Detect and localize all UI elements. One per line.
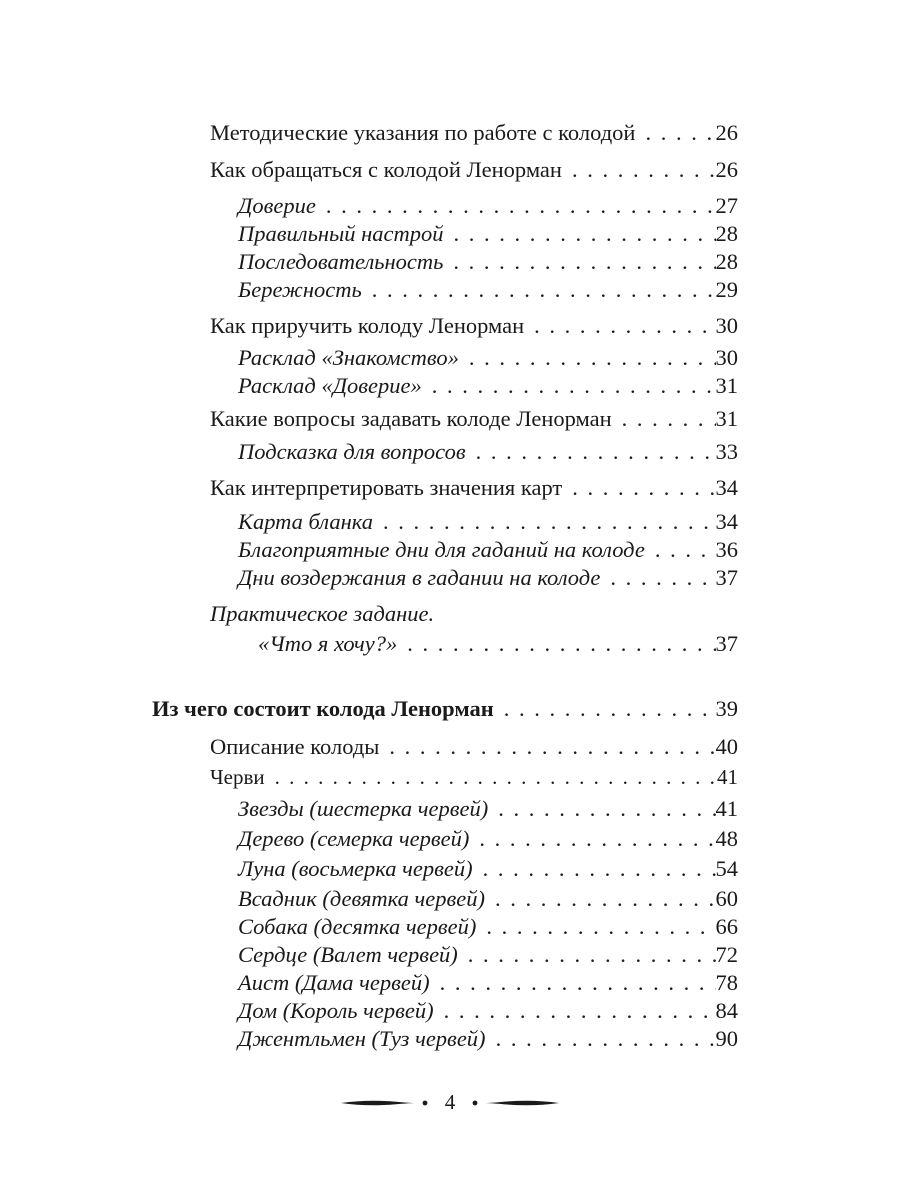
toc-entry-page: 37 xyxy=(715,631,738,656)
toc-entry-title: Подсказка для вопросов xyxy=(238,439,466,464)
toc-entry-title: Расклад «Доверие» xyxy=(238,373,422,398)
toc-entry xyxy=(210,763,738,791)
toc-entry-title: Методические указания по работе с колодой xyxy=(210,120,636,145)
toc-entry-page: 31 xyxy=(715,373,738,398)
toc-entry-page: 41 xyxy=(717,765,738,789)
toc-entry-page: 54 xyxy=(715,856,738,881)
toc-entry xyxy=(238,941,738,969)
toc-entry xyxy=(238,192,738,220)
toc-entry-title: Последовательность xyxy=(238,249,444,274)
leader-dots xyxy=(443,248,715,276)
toc-entry xyxy=(238,438,738,466)
toc-entry xyxy=(210,733,738,761)
toc-entry-title: Какие вопросы задавать колоде Ленорман xyxy=(210,406,612,431)
toc-entry-title: «Что я хочу?» xyxy=(258,631,398,656)
toc-entry-page: 72 xyxy=(715,942,738,967)
toc-entry-page: 28 xyxy=(715,249,738,274)
toc-entry-title: Благоприятные дни для гаданий на колоде xyxy=(238,537,645,562)
leader-dots xyxy=(265,763,717,791)
leader-dots xyxy=(524,312,715,340)
leader-dots xyxy=(397,630,715,658)
toc-entry-title: Луна (восьмерка червей) xyxy=(238,856,473,881)
toc-entry-page: 28 xyxy=(715,221,738,246)
toc-entry-page: 31 xyxy=(715,406,738,431)
toc-entry xyxy=(238,1025,738,1053)
leader-dots xyxy=(469,825,715,853)
toc-entry-title: Карта бланка xyxy=(238,509,374,534)
toc-entry xyxy=(238,220,738,248)
toc-entry-title: Сердце (Валет червей) xyxy=(238,942,458,967)
toc-entry xyxy=(238,344,738,372)
leader-dots xyxy=(612,405,716,433)
toc-entry-title: Дерево (семерка червей) xyxy=(238,826,470,851)
toc-entry-title: Всадник (девятка червей) xyxy=(238,886,485,911)
toc-entry-page: 36 xyxy=(715,537,738,562)
toc-entry-title: Аист (Дама червей) xyxy=(238,970,430,995)
toc-entry-title: Доверие xyxy=(238,193,316,218)
leader-dots xyxy=(459,344,716,372)
toc-entry-page: 40 xyxy=(715,734,738,759)
toc-entry-title: Описание колоды xyxy=(210,734,380,759)
leader-dots xyxy=(488,795,715,823)
toc-entry-title: Из чего состоит колода Ленорман xyxy=(152,696,494,721)
toc-entry xyxy=(210,156,738,184)
toc-entry xyxy=(238,885,738,913)
toc-entry-page: 34 xyxy=(715,475,738,500)
toc-entry xyxy=(238,276,738,304)
leader-dots xyxy=(485,885,716,913)
leader-dots xyxy=(444,220,716,248)
toc-entry xyxy=(238,508,738,536)
leader-dots xyxy=(562,156,716,184)
toc-entry-page: 37 xyxy=(715,565,738,590)
toc-entry-title: Расклад «Знакомство» xyxy=(238,345,459,370)
toc-entry xyxy=(238,248,738,276)
toc-entry xyxy=(210,119,738,147)
toc-entry-title: Как обращаться с колодой Ленорман xyxy=(210,157,562,182)
leader-dots xyxy=(494,695,716,723)
toc-entry xyxy=(258,630,738,658)
toc-entry-title: Бережность xyxy=(238,277,362,302)
toc-entry xyxy=(238,913,738,941)
leader-dots xyxy=(379,733,715,761)
leader-dots xyxy=(645,536,716,564)
toc-entry-page: 30 xyxy=(715,345,738,370)
toc-entry xyxy=(238,969,738,997)
toc-entry-title: Дом (Король червей) xyxy=(238,998,434,1023)
flourish-right-icon xyxy=(469,1096,561,1110)
leader-dots xyxy=(600,564,715,592)
toc-entry xyxy=(238,795,738,823)
page-footer xyxy=(0,1090,900,1115)
leader-dots xyxy=(458,941,716,969)
leader-dots xyxy=(562,474,715,502)
toc-entry-page: 66 xyxy=(715,914,738,939)
leader-dots xyxy=(373,508,715,536)
toc-entry-page: 27 xyxy=(715,193,738,218)
toc-entry-title: Практическое задание. xyxy=(210,601,435,626)
toc-entry xyxy=(210,405,738,433)
toc-entry xyxy=(238,997,738,1025)
leader-dots xyxy=(635,119,715,147)
flourish-left-icon xyxy=(339,1096,431,1110)
toc-entry-page: 29 xyxy=(715,277,738,302)
toc-entry xyxy=(238,536,738,564)
toc-entry-page: 33 xyxy=(715,439,738,464)
toc-entry xyxy=(210,474,738,502)
leader-dots xyxy=(316,192,716,220)
leader-dots xyxy=(476,913,715,941)
toc-entry-page: 90 xyxy=(715,1026,738,1051)
toc-entry-title: Дни воздержания в гадании на колоде xyxy=(238,565,601,590)
toc-entry-page: 48 xyxy=(715,826,738,851)
toc-entry-page: 26 xyxy=(715,120,738,145)
leader-dots xyxy=(486,1025,716,1053)
toc-entry-page: 39 xyxy=(715,696,738,721)
toc-entry-title: Собака (десятка червей) xyxy=(238,914,477,939)
leader-dots xyxy=(422,372,716,400)
toc-entry-title: Как интерпретировать значения карт xyxy=(210,475,563,500)
toc-entry-page: 78 xyxy=(715,970,738,995)
leader-dots xyxy=(473,855,716,883)
toc-entry-page: 60 xyxy=(715,886,738,911)
leader-dots xyxy=(362,276,716,304)
page-number: 4 xyxy=(444,1090,456,1114)
toc-entry-page: 41 xyxy=(715,796,738,821)
leader-dots xyxy=(466,438,716,466)
toc-entry-title: Черви xyxy=(210,765,265,789)
toc-entry-page: 26 xyxy=(715,157,738,182)
toc-entry xyxy=(238,372,738,400)
toc-entry xyxy=(238,855,738,883)
leader-dots xyxy=(430,969,716,997)
leader-dots xyxy=(434,997,716,1025)
toc-entry-page: 84 xyxy=(715,998,738,1023)
toc-section-heading xyxy=(152,695,738,723)
toc-entry-title: Джентльмен (Туз червей) xyxy=(238,1026,486,1051)
toc-entry xyxy=(210,312,738,340)
toc-entry-title: Как приручить колоду Ленорман xyxy=(210,313,525,338)
toc-entry-page: 30 xyxy=(715,313,738,338)
toc-entry-page: 34 xyxy=(715,509,738,534)
toc-entry-title: Правильный настрой xyxy=(238,221,444,246)
toc-entry-title: Звезды (шестерка червей) xyxy=(238,796,489,821)
toc-entry xyxy=(238,825,738,853)
toc-entry xyxy=(238,564,738,592)
